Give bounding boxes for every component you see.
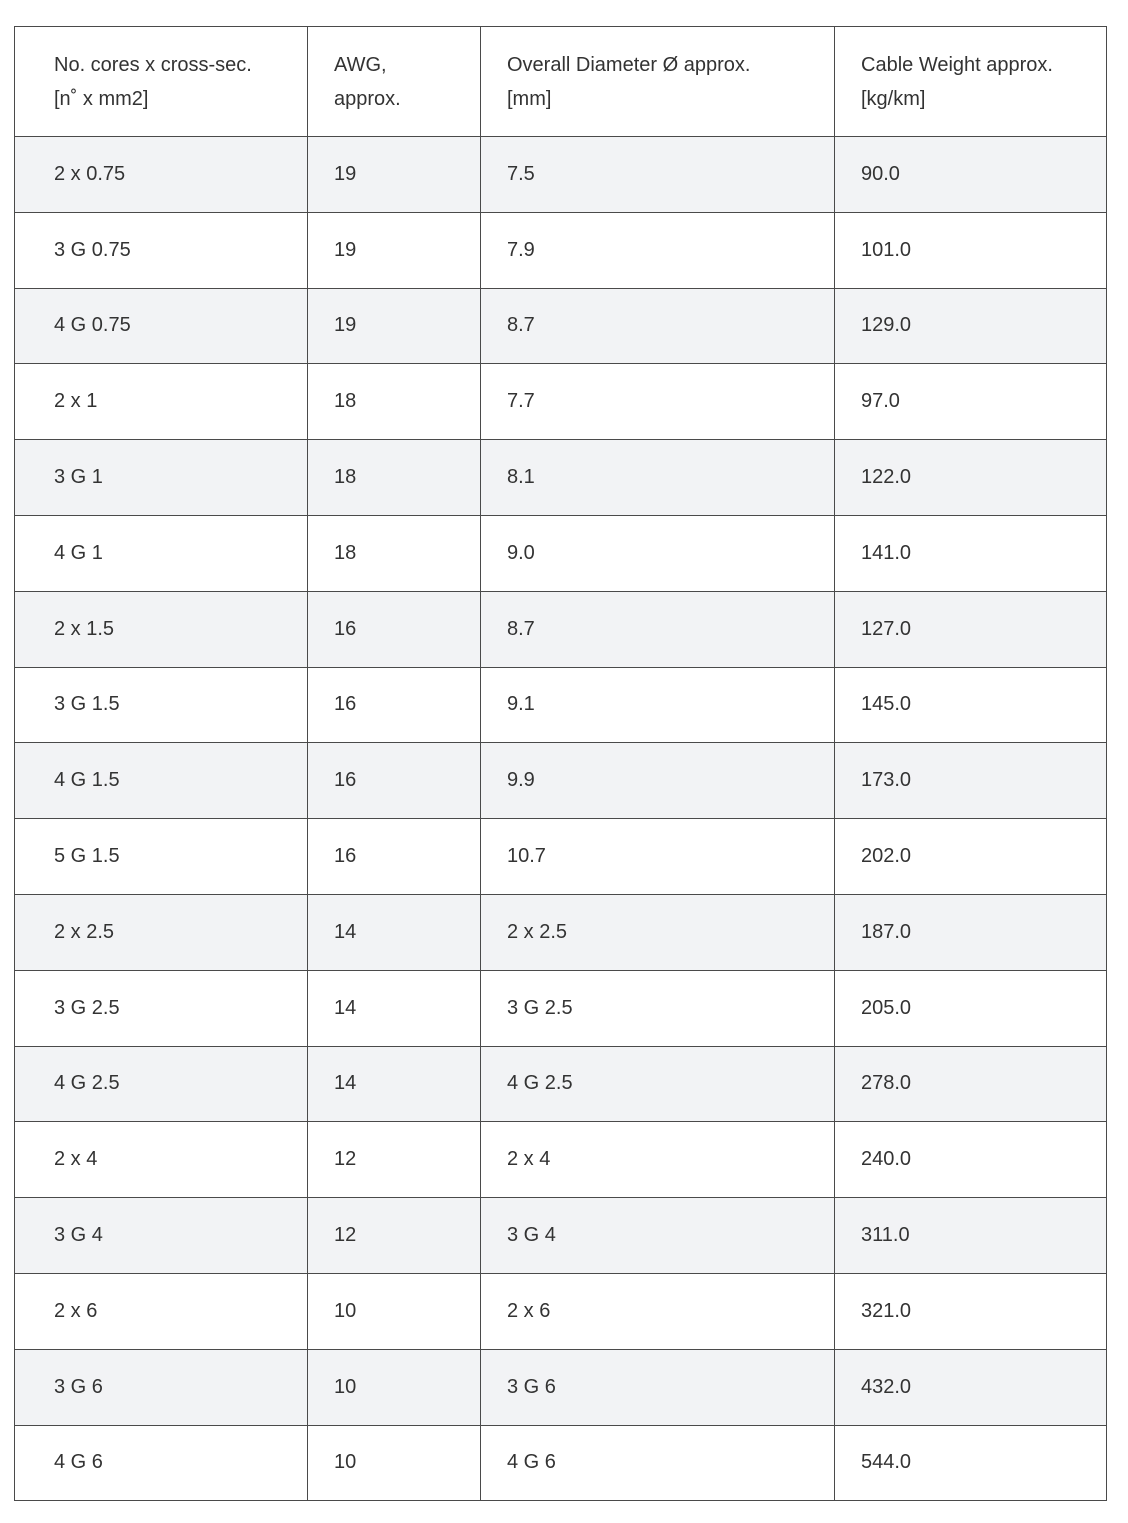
cell-cores-cross-section: 2 x 2.5 [15,894,308,970]
table-row [15,591,1107,667]
table-row [15,1046,1107,1122]
cell-overall-diameter: 10.7 [481,819,835,895]
cell-overall-diameter: 7.5 [481,137,835,213]
cell-cores-cross-section: 2 x 0.75 [15,137,308,213]
header-unit: [mm] [507,87,552,110]
cell-cores-cross-section: 2 x 1 [15,364,308,440]
cell-awg: 19 [308,288,481,364]
cell-awg: 10 [308,1349,481,1425]
cell-overall-diameter: 2 x 2.5 [481,894,835,970]
table-row [15,894,1107,970]
cell-cores-cross-section: 2 x 6 [15,1273,308,1349]
table-row [15,970,1107,1046]
cell-overall-diameter: 8.1 [481,440,835,516]
table-row [15,667,1107,743]
cell-awg: 14 [308,1046,481,1122]
table-row [15,212,1107,288]
cell-cable-weight: 127.0 [835,591,1107,667]
cable-spec-table [14,26,1107,1501]
header-label: Cable Weight approx. [861,53,1053,76]
cell-overall-diameter: 9.0 [481,515,835,591]
table-row [15,364,1107,440]
cell-cable-weight: 205.0 [835,970,1107,1046]
cell-cores-cross-section: 4 G 0.75 [15,288,308,364]
cell-cores-cross-section: 4 G 1 [15,515,308,591]
table-row [15,743,1107,819]
table-row [15,288,1107,364]
cell-awg: 16 [308,591,481,667]
cell-overall-diameter: 3 G 2.5 [481,970,835,1046]
header-label: AWG, [334,53,387,76]
table-row [15,515,1107,591]
cell-cable-weight: 202.0 [835,819,1107,895]
cell-awg: 12 [308,1198,481,1274]
cell-awg: 18 [308,515,481,591]
cell-cores-cross-section: 3 G 6 [15,1349,308,1425]
header-overall-diameter [481,27,835,137]
cell-cores-cross-section: 4 G 1.5 [15,743,308,819]
header-label: Overall Diameter Ø approx. [507,53,751,76]
cell-cores-cross-section: 3 G 0.75 [15,212,308,288]
table-row [15,1425,1107,1501]
table-header [15,27,1107,137]
cell-overall-diameter: 9.9 [481,743,835,819]
cell-awg: 16 [308,819,481,895]
cell-awg: 19 [308,212,481,288]
cell-cable-weight: 240.0 [835,1122,1107,1198]
header-cores-cross-section [15,27,308,137]
header-unit: [kg/km] [861,87,926,110]
cell-cable-weight: 90.0 [835,137,1107,213]
cell-cable-weight: 321.0 [835,1273,1107,1349]
cell-cable-weight: 97.0 [835,364,1107,440]
header-cable-weight [835,27,1107,137]
cell-awg: 18 [308,364,481,440]
table-row [15,1273,1107,1349]
cell-overall-diameter: 4 G 6 [481,1425,835,1501]
cell-cable-weight: 122.0 [835,440,1107,516]
cell-cable-weight: 187.0 [835,894,1107,970]
table-row [15,440,1107,516]
cell-awg: 14 [308,970,481,1046]
cell-cable-weight: 311.0 [835,1198,1107,1274]
cell-overall-diameter: 9.1 [481,667,835,743]
cell-awg: 16 [308,743,481,819]
cell-cores-cross-section: 4 G 6 [15,1425,308,1501]
cell-cable-weight: 101.0 [835,212,1107,288]
cell-cable-weight: 141.0 [835,515,1107,591]
cell-awg: 14 [308,894,481,970]
cell-cores-cross-section: 3 G 1 [15,440,308,516]
cell-cable-weight: 173.0 [835,743,1107,819]
cell-cores-cross-section: 3 G 2.5 [15,970,308,1046]
cell-overall-diameter: 7.7 [481,364,835,440]
cell-awg: 19 [308,137,481,213]
cell-cores-cross-section: 2 x 4 [15,1122,308,1198]
cell-cable-weight: 145.0 [835,667,1107,743]
table-body [15,137,1107,1501]
cell-cores-cross-section: 4 G 2.5 [15,1046,308,1122]
cell-overall-diameter: 7.9 [481,212,835,288]
cell-cores-cross-section: 3 G 1.5 [15,667,308,743]
header-label: No. cores x cross-sec. [54,53,252,76]
cell-overall-diameter: 8.7 [481,288,835,364]
cell-overall-diameter: 2 x 6 [481,1273,835,1349]
cell-overall-diameter: 8.7 [481,591,835,667]
cell-cores-cross-section: 5 G 1.5 [15,819,308,895]
cell-overall-diameter: 3 G 6 [481,1349,835,1425]
header-awg [308,27,481,137]
cell-awg: 16 [308,667,481,743]
table-row [15,1122,1107,1198]
cell-overall-diameter: 4 G 2.5 [481,1046,835,1122]
table-row [15,819,1107,895]
cell-cable-weight: 278.0 [835,1046,1107,1122]
cell-cores-cross-section: 3 G 4 [15,1198,308,1274]
header-unit: approx. [334,87,401,110]
cell-cable-weight: 432.0 [835,1349,1107,1425]
table-row [15,1198,1107,1274]
cell-cable-weight: 129.0 [835,288,1107,364]
cell-overall-diameter: 3 G 4 [481,1198,835,1274]
cell-cores-cross-section: 2 x 1.5 [15,591,308,667]
cell-cable-weight: 544.0 [835,1425,1107,1501]
cell-awg: 10 [308,1425,481,1501]
cell-awg: 10 [308,1273,481,1349]
table-row [15,1349,1107,1425]
cell-overall-diameter: 2 x 4 [481,1122,835,1198]
table-row [15,137,1107,213]
header-unit: [n˚ x mm2] [54,87,149,110]
header-row [15,27,1107,137]
cell-awg: 18 [308,440,481,516]
cell-awg: 12 [308,1122,481,1198]
